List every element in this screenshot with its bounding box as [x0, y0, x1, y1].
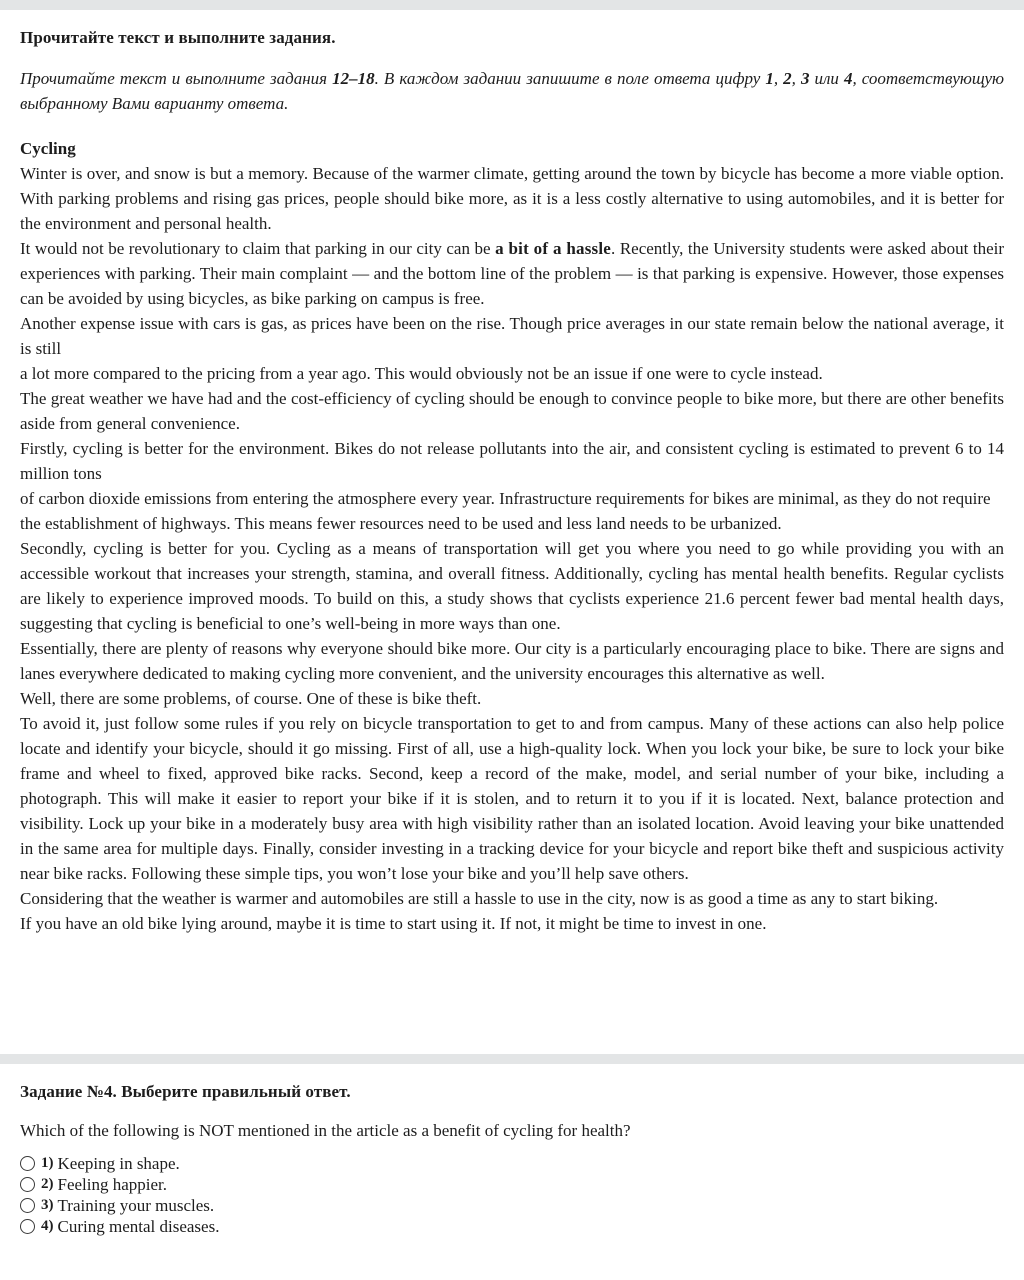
article-body	[20, 161, 1004, 936]
option-label: Training your muscles.	[57, 1195, 215, 1215]
option-number: 1)	[41, 1155, 54, 1171]
question-card	[20, 1082, 1004, 1237]
reading-task-card	[20, 28, 1004, 936]
article-paragraph: Winter is over, and snow is but a memory. Because of the warmer climate, getting around the town by bicycle has become a more viable option. With parking problems and rising gas prices, people should bike more, as it is a less costly alternative to using automobiles, and it is better for the environment and personal health.	[20, 164, 1004, 233]
instruction-text: , соответствующую выбранному Вами варианту ответа.	[20, 69, 1005, 113]
digit-1: 1	[765, 69, 774, 88]
article-paragraph: Well, there are some problems, of course. One of these is bike theft.	[20, 689, 482, 708]
digit-4: 4	[843, 69, 853, 88]
radio-button[interactable]	[20, 1198, 35, 1213]
article-paragraph: Another expense issue with cars is gas, as prices have been on the rise. Though price averages in our state remain below the national average, it is still	[20, 314, 1004, 358]
radio-button[interactable]	[20, 1156, 35, 1171]
instruction	[20, 66, 1004, 116]
article-paragraph: Secondly, cycling is better for you. Cycling as a means of transportation will get you where you need to go while providing you with an accessible workout that increases your strength, stamina, and overall fitness. Additionally, cycling has mental health benefits. Regular cyclists are likely to experience improved moods. To build on this, a study shows that cyclists experience 21.6 percent fewer bad mental health days, suggesting that cycling is beneficial to one’s well-being in more ways than one.	[20, 539, 1004, 633]
article-title: Cycling	[20, 139, 76, 158]
article-paragraph	[20, 236, 1004, 311]
paragraph-text: .	[611, 239, 620, 258]
highlighted-phrase: a bit of a hassle	[495, 239, 612, 258]
option-number: 4)	[41, 1218, 54, 1234]
article-paragraph: Essentially, there are plenty of reasons why everyone should bike more. Our city is a particularly encouraging place to bike. There are signs and lanes everywhere dedicated to making cycling more convenient, and the university encourages this alternative as well.	[20, 639, 1004, 683]
radio-button[interactable]	[20, 1177, 35, 1192]
article-paragraph: If you have an old bike lying around, maybe it is time to start using it. If not, it might be time to invest in one.	[20, 914, 767, 933]
question-text: Which of the following is NOT mentioned in the article as a benefit of cycling for health?	[20, 1121, 631, 1140]
answer-options	[20, 1153, 1004, 1237]
article-paragraph: a lot more compared to the pricing from a year ago. This would obviously not be an issue if one were to cycle instead.	[20, 364, 823, 383]
instruction-text: ,	[791, 69, 801, 88]
paragraph-text: Recently, the University students were asked about their experiences with parking. Their main complaint — and the bottom line of the problem — is that parking is expensive. However, those expenses can be avoided by using bicycles, as bike parking on campus is free.	[20, 239, 1005, 308]
instruction-text: Прочитайте текст и выполните задания	[20, 69, 333, 88]
digit-2: 2	[783, 69, 792, 88]
instruction-text: или	[809, 69, 844, 88]
article-paragraph: The great weather we have had and the cost-efficiency of cycling should be enough to convince people to bike more, but there are other benefits aside from general convenience.	[20, 389, 1004, 433]
article-paragraph: of carbon dioxide emissions from entering the atmosphere every year. Infrastructure requirements for bikes are minimal, as they do not require	[20, 489, 991, 508]
task-range: 12–18	[332, 69, 375, 88]
answer-option-3[interactable]	[20, 1195, 1004, 1216]
answer-option-4[interactable]	[20, 1216, 1004, 1237]
option-label: Feeling happier.	[57, 1174, 168, 1194]
instruction-text: . В каждом задании запишите в поле ответа цифру	[374, 69, 766, 88]
answer-option-1[interactable]	[20, 1153, 1004, 1174]
instruction-text: ,	[773, 69, 784, 88]
article-paragraph: Firstly, cycling is better for the environment. Bikes do not release pollutants into the air, and consistent cycling is estimated to prevent 6 to 14 million tons	[20, 439, 1004, 483]
answer-option-2[interactable]	[20, 1174, 1004, 1195]
top-divider	[0, 0, 1024, 10]
option-label: Curing mental diseases.	[57, 1216, 220, 1236]
radio-button[interactable]	[20, 1219, 35, 1234]
article-paragraph: To avoid it, just follow some rules if you rely on bicycle transportation to get to and from campus. Many of these actions can also help police locate and identify your bicycle, should it go missing. First of all, use a high-quality lock. When you lock your bike, be sure to lock your bike frame and wheel to fixed, approved bike racks. Second, keep a record of the make, model, and serial number of your bike, including a photograph. This will make it easier to report your bike if it is stolen, and to return it to you if it is located. Next, balance protection and visibility. Lock up your bike in a moderately busy area with high visibility rather than an isolated location. Avoid leaving your bike unattended in the same area for multiple days. Finally, consider investing in a tracking device for your bicycle and report bike theft and suspicious activity near bike racks. Following these simple tips, you won’t lose your bike and you’ll help save others.	[20, 714, 1004, 883]
paragraph-text: It would not be revolutionary to claim that parking in our city can be	[20, 239, 496, 258]
option-number: 2)	[41, 1176, 54, 1192]
digit-3: 3	[800, 69, 810, 88]
article-paragraph: Considering that the weather is warmer and automobiles are still a hassle to use in the city, now is as good a time as any to start biking.	[20, 889, 939, 908]
article-paragraph: the establishment of highways. This means fewer resources need to be used and less land needs to be urbanized.	[20, 514, 782, 533]
question-title: Задание №4. Выберите правильный ответ.	[20, 1082, 351, 1101]
task-title: Прочитайте текст и выполните задания.	[20, 28, 336, 47]
section-divider	[0, 1054, 1024, 1064]
option-number: 3)	[41, 1197, 54, 1213]
option-label: Keeping in shape.	[57, 1153, 180, 1173]
